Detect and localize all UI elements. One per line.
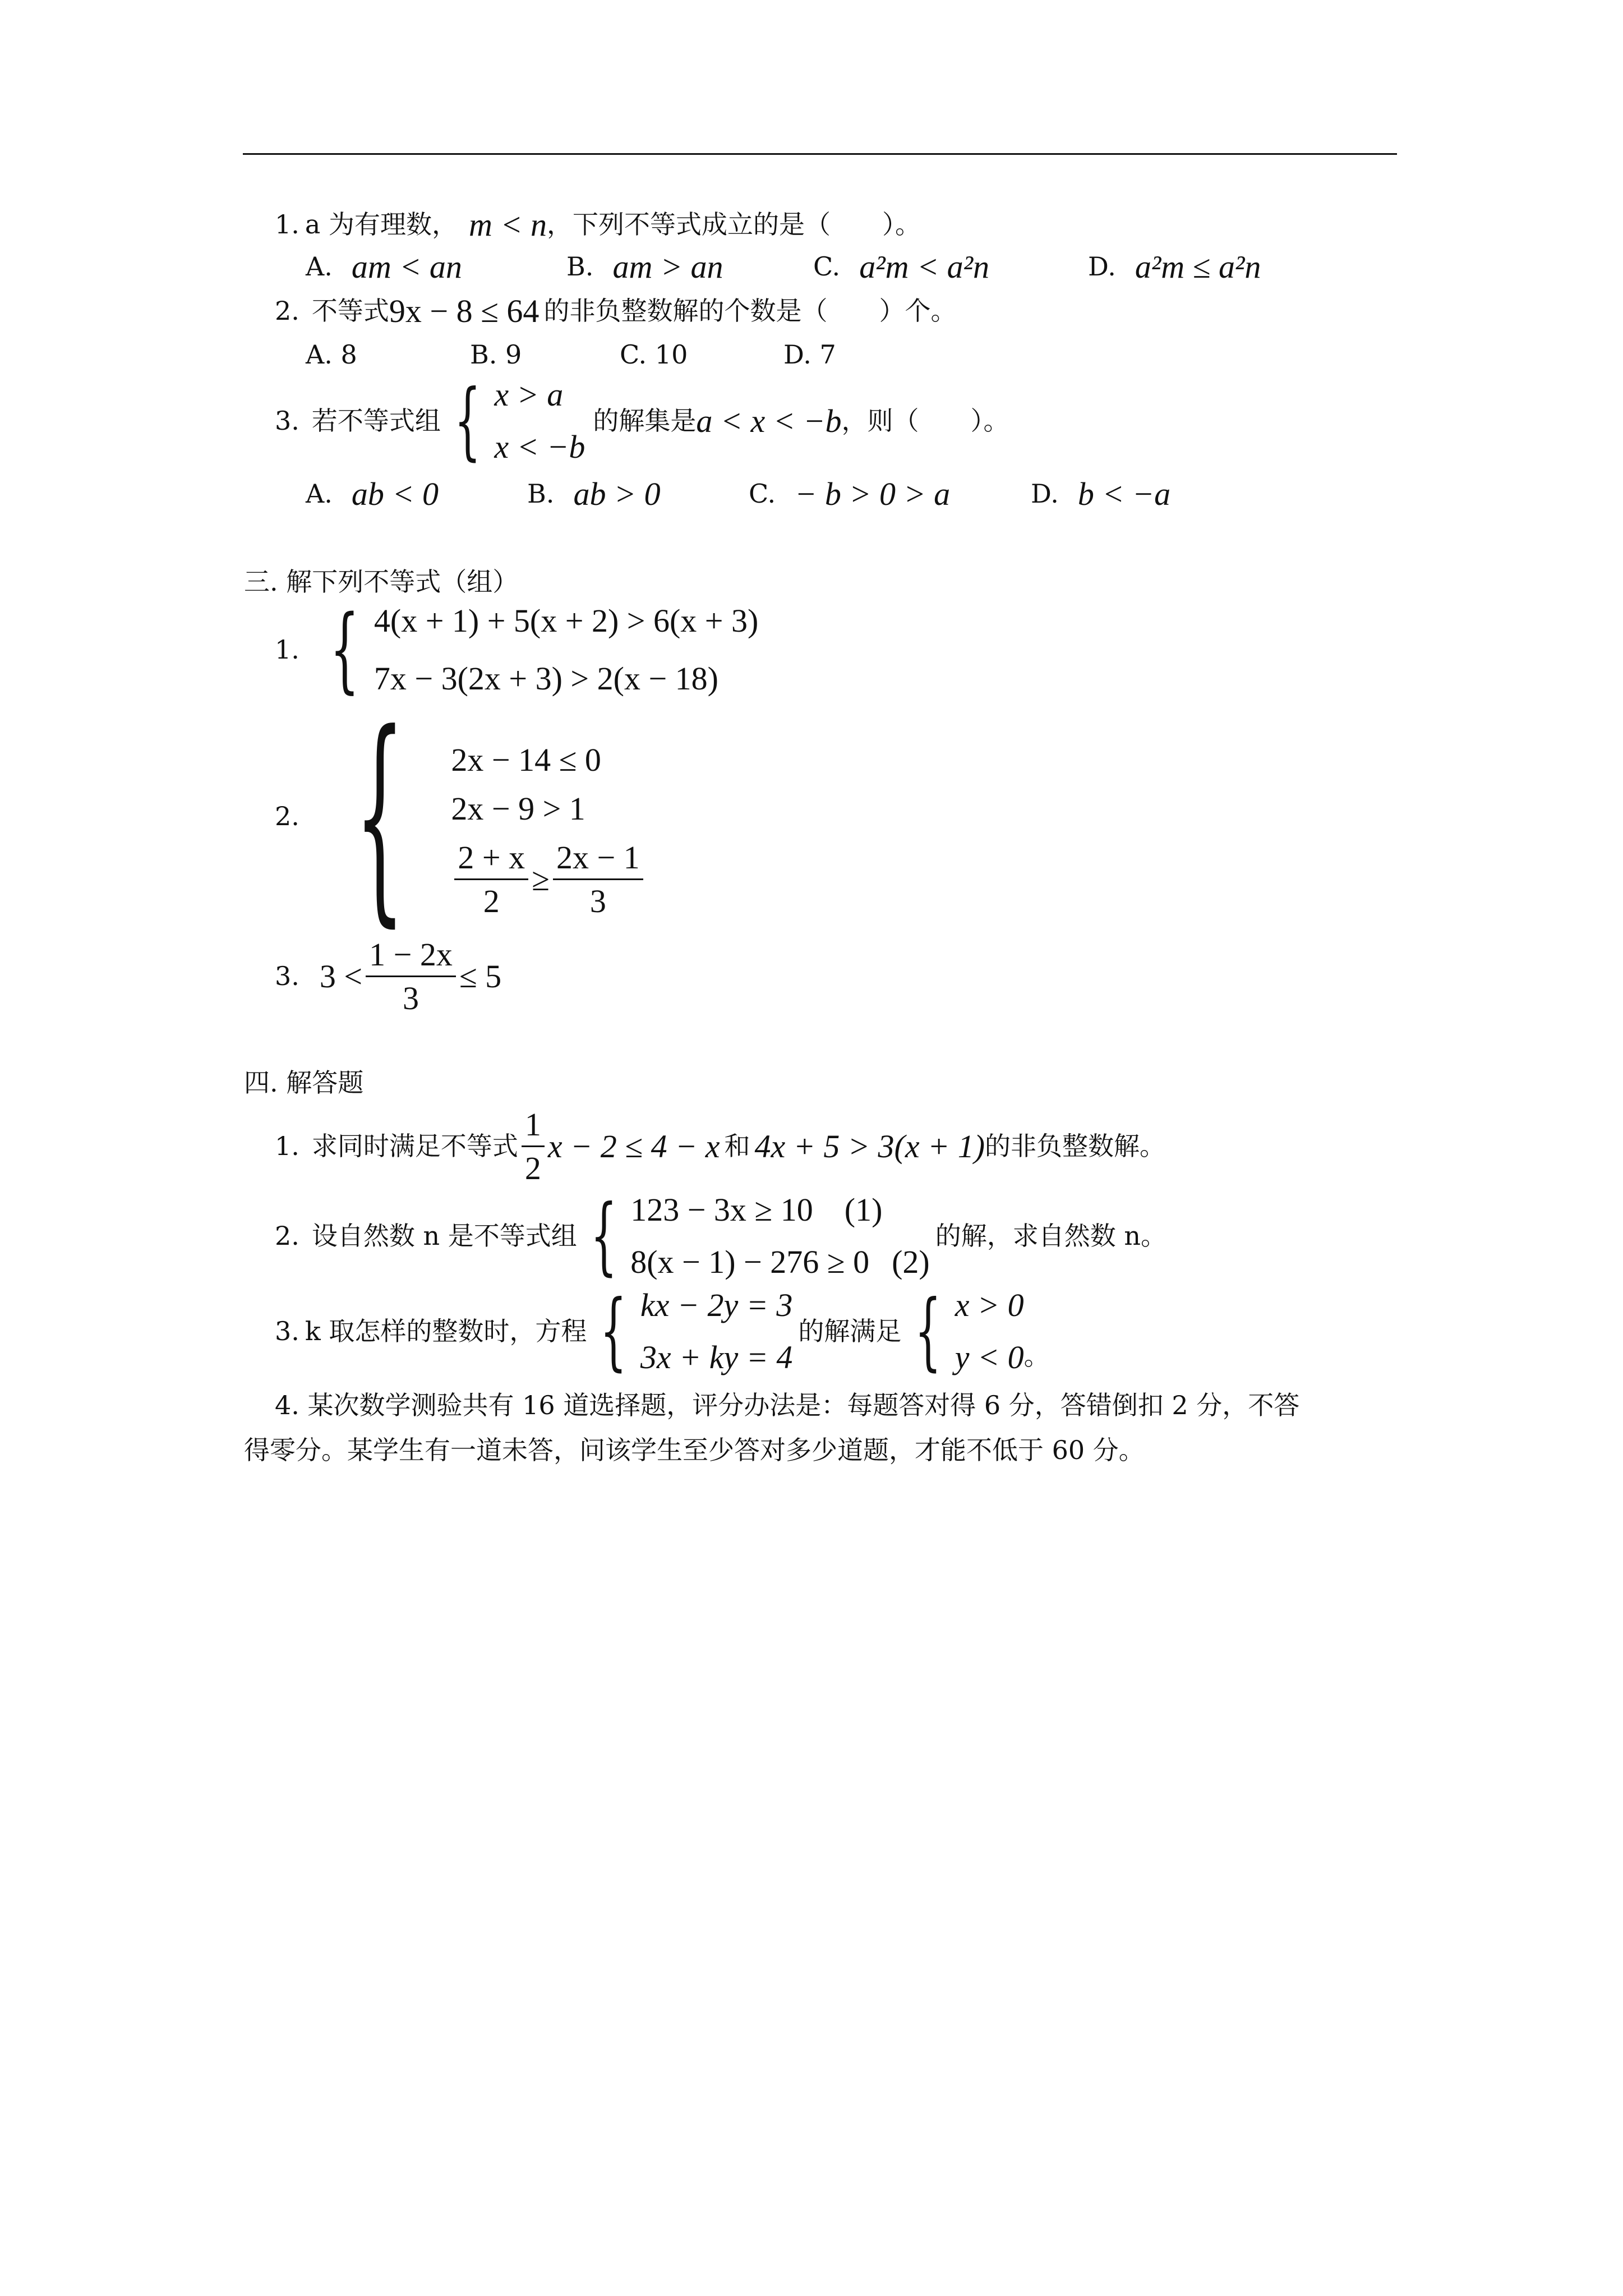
option-expr: a²m ≤ a²n xyxy=(1135,248,1261,285)
option-label: C. xyxy=(749,478,776,509)
option-expr: am > an xyxy=(612,248,723,285)
paragraph-line: 4. 某次数学测验共有 16 道选择题，评分办法是：每题答对得 6 分，答错倒扣 2 分，不答 xyxy=(275,1390,1300,1420)
equation: 8(x − 1) − 276 ≥ 0 xyxy=(630,1243,870,1280)
option-label: A. 8 xyxy=(306,339,357,370)
expr-right: ≤ 5 xyxy=(459,958,502,995)
section-three-heading xyxy=(244,565,518,599)
option-label: B. xyxy=(527,478,555,509)
s3-problem-1 xyxy=(275,597,758,701)
s4-problem-1 xyxy=(275,1104,1165,1188)
mc-q3-stem xyxy=(275,373,1009,468)
numerator: 2 + x xyxy=(454,839,528,880)
option-label: C. 10 xyxy=(620,339,688,370)
expression: 4x + 5 > 3(x + 1) xyxy=(754,1128,985,1165)
s4-p3-system-equations xyxy=(640,1286,793,1376)
denominator: 2 xyxy=(524,1149,541,1186)
stem-text: 。 xyxy=(1023,1341,1050,1371)
numerator: 1 xyxy=(522,1106,545,1147)
stem-text: 求同时满足不等式 xyxy=(311,1131,518,1161)
mc-q3-option-c xyxy=(749,476,950,512)
s4-problem-2 xyxy=(275,1186,1166,1285)
s3-problem-2 xyxy=(275,685,647,946)
system-line: x > 0 xyxy=(955,1286,1024,1323)
option-label: D. xyxy=(1031,478,1059,509)
mc-q1-option-b xyxy=(566,249,723,284)
system-line: x < −b xyxy=(494,429,585,465)
mc-q2-number: 2. xyxy=(275,296,299,326)
s4-p2-system xyxy=(630,1191,930,1281)
paragraph-line: 得零分。某学生有一道未答，问该学生至少答对多少道题，才能不低于 60 分。 xyxy=(244,1435,1145,1465)
expr-left: 3 < xyxy=(319,958,363,995)
system-line xyxy=(630,1243,930,1281)
mc-q2-stem-b: 的非负整数解的个数是（ ）个。 xyxy=(543,296,957,326)
equation-tag: (1) xyxy=(844,1191,883,1228)
system-line: 4(x + 1) + 5(x + 2) > 6(x + 3) xyxy=(374,602,759,639)
option-label: D. 7 xyxy=(783,339,836,370)
header-rule xyxy=(243,153,1397,155)
equation-tag: (2) xyxy=(892,1243,930,1280)
stem-text: 的解，求自然数 n。 xyxy=(935,1220,1166,1251)
mc-q2-stem xyxy=(275,293,956,329)
mc-q1-option-a xyxy=(306,249,462,284)
left-brace: { xyxy=(330,595,359,703)
numerator: 2x − 1 xyxy=(553,839,643,880)
option-label: D. xyxy=(1088,251,1116,282)
left-brace: { xyxy=(354,685,405,946)
equation: 123 − 3x ≥ 10 xyxy=(630,1191,813,1228)
mc-q3-solution-set: a < x < −b xyxy=(696,402,842,439)
mc-q2-expression: 9x − 8 ≤ 64 xyxy=(389,292,540,329)
system-line-fraction xyxy=(451,839,646,920)
stem-text: 的解满足 xyxy=(798,1315,902,1346)
system-line: 7x − 3(2x + 3) > 2(x − 18) xyxy=(374,660,718,697)
stem-text: 的非负整数解。 xyxy=(985,1131,1166,1161)
operator: ≥ xyxy=(532,861,550,898)
s3-p2-system xyxy=(451,712,646,920)
left-brace: { xyxy=(600,1282,627,1380)
mc-q3-option-b xyxy=(527,476,661,512)
heading-text: 四. 解答题 xyxy=(244,1068,364,1098)
mc-q2-option-c xyxy=(620,338,688,371)
denominator: 2 xyxy=(483,883,500,919)
option-label: C. xyxy=(813,251,841,282)
mc-q1-stem-b: ，下列不等式成立的是（ ）。 xyxy=(546,209,921,240)
system-line: y < 0 xyxy=(955,1338,1024,1375)
stem-text: k 取怎样的整数时，方程 xyxy=(305,1315,587,1346)
s3-p1-system xyxy=(374,602,758,697)
mc-q3-stem-c: ，则（ ）。 xyxy=(841,406,1009,436)
left-brace: { xyxy=(915,1282,942,1380)
numerator: 1 − 2x xyxy=(366,936,456,977)
mc-q2-option-b xyxy=(470,338,522,371)
mc-q3-system xyxy=(494,376,585,466)
option-label: B. 9 xyxy=(470,339,522,370)
left-brace: { xyxy=(590,1186,617,1285)
mc-q2-option-d xyxy=(783,338,836,371)
option-label: B. xyxy=(566,251,594,282)
mc-q2-stem-a: 不等式 xyxy=(311,296,389,326)
denominator: 3 xyxy=(402,979,419,1016)
fraction xyxy=(522,1106,545,1187)
option-label: A. xyxy=(306,251,333,282)
expression: x − 2 ≤ 4 − x xyxy=(547,1128,720,1165)
option-expr: am < an xyxy=(351,248,462,285)
mc-q3-option-a xyxy=(306,476,439,512)
system-line: x > a xyxy=(494,376,564,413)
option-expr: b < −a xyxy=(1077,475,1171,512)
system-line: kx − 2y = 3 xyxy=(640,1286,793,1323)
problem-number: 1. xyxy=(275,634,299,665)
system-line: 3x + ky = 4 xyxy=(640,1338,793,1375)
fraction xyxy=(366,936,456,1017)
problem-number: 3. xyxy=(275,1315,299,1346)
mc-q2-option-a xyxy=(306,338,357,371)
system-line: 2x − 14 ≤ 0 xyxy=(451,742,601,778)
system-line: 2x − 9 > 1 xyxy=(451,790,585,827)
mc-q1-condition: m < n xyxy=(468,206,547,243)
s4-problem-4-line1 xyxy=(275,1388,1299,1422)
s3-problem-3 xyxy=(275,934,501,1018)
stem-text: 和 xyxy=(724,1131,750,1161)
option-expr: ab > 0 xyxy=(573,475,661,512)
mc-q1-stem xyxy=(275,208,921,241)
option-expr: a²m < a²n xyxy=(859,248,989,285)
problem-number: 3. xyxy=(275,961,299,991)
mc-q1-number: 1. xyxy=(275,209,299,240)
mc-q1-stem-a: a 为有理数， xyxy=(305,209,458,240)
section-four-heading xyxy=(244,1066,363,1099)
heading-text: 三. 解下列不等式（组） xyxy=(244,567,519,597)
stem-text: 设自然数 n 是不等式组 xyxy=(311,1220,577,1251)
mc-q1-option-c xyxy=(813,249,989,284)
s4-p3-system-conditions xyxy=(955,1286,1024,1376)
problem-number: 2. xyxy=(275,801,299,831)
fraction xyxy=(553,839,643,920)
mc-q3-stem-b: 的解集是 xyxy=(593,406,697,436)
left-brace: { xyxy=(454,372,481,470)
s4-problem-4-line2 xyxy=(244,1433,1145,1467)
mc-q1-option-d xyxy=(1088,249,1261,284)
mc-q3-option-d xyxy=(1031,476,1170,512)
mc-q3-number: 3. xyxy=(275,406,299,436)
denominator: 3 xyxy=(589,883,606,919)
option-expr: − b > 0 > a xyxy=(795,475,951,512)
system-line xyxy=(630,1191,930,1228)
problem-number: 2. xyxy=(275,1220,299,1251)
fraction xyxy=(454,839,528,920)
option-label: A. xyxy=(306,478,333,509)
mc-q3-stem-a: 若不等式组 xyxy=(311,406,441,436)
problem-number: 1. xyxy=(275,1131,299,1161)
s4-problem-3 xyxy=(275,1282,1050,1380)
option-expr: ab < 0 xyxy=(351,475,439,512)
